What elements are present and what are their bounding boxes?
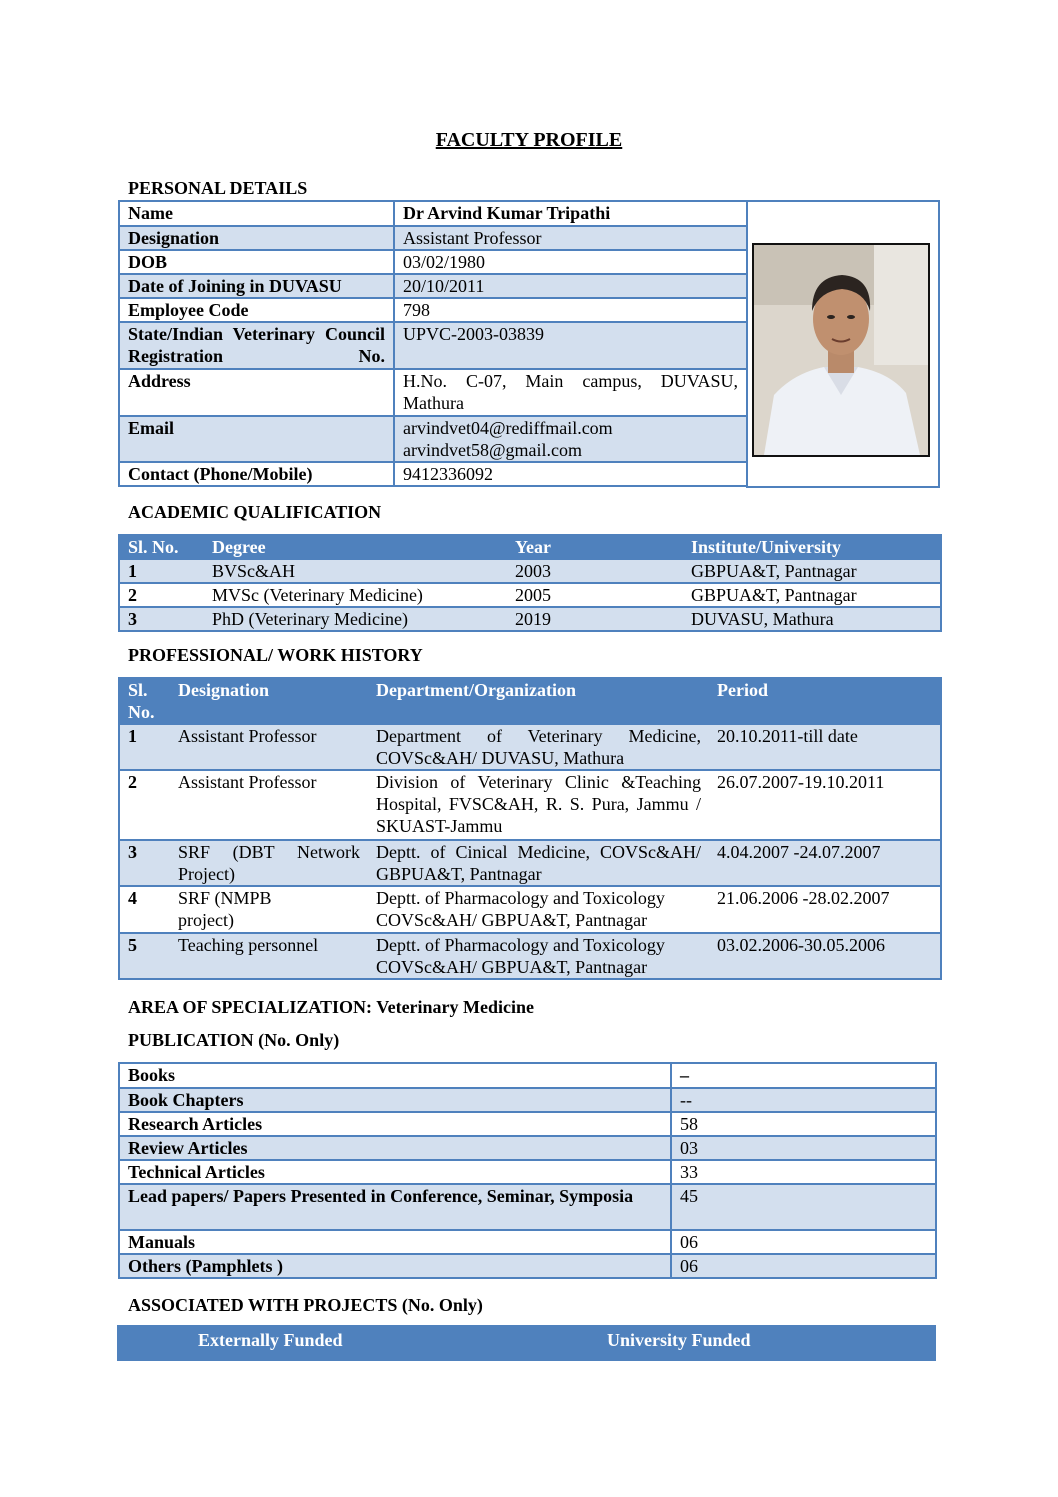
publication-label: Books <box>119 1063 671 1088</box>
work-slno: 1 <box>119 724 170 770</box>
table-row <box>119 226 747 250</box>
work-department <box>368 840 709 886</box>
address-value-text: H.No. C-07, Main campus, DUVASU, Mathura <box>403 371 738 413</box>
work-department: Deptt. of Pharmacology and Toxicology COVSc&AH/ GBPUA&T, Pantnagar <box>368 933 709 979</box>
publication-value: 03 <box>671 1136 936 1160</box>
projects-header-bar <box>117 1325 936 1361</box>
work-period: 26.07.2007-19.10.2011 <box>709 770 941 840</box>
email-secondary[interactable]: arvindvet58@gmail.com <box>403 440 583 460</box>
work-slno: 5 <box>119 933 170 979</box>
table-row <box>119 462 747 486</box>
col-header-period: Period <box>709 678 941 724</box>
table-row <box>119 1230 936 1254</box>
publication-label: Others (Pamphlets ) <box>119 1254 671 1278</box>
col-header-external: Externally Funded <box>198 1330 343 1350</box>
email-value <box>394 416 747 462</box>
publication-label: Book Chapters <box>119 1088 671 1112</box>
academic-heading: ACADEMIC QUALIFICATION <box>128 502 382 522</box>
publication-label <box>119 1184 671 1230</box>
work-slno: 3 <box>119 840 170 886</box>
table-row <box>119 1160 936 1184</box>
academic-slno: 3 <box>119 607 204 631</box>
work-department-text: Division of Veterinary Clinic &Teaching Hospital, FVSC&AH, R. S. Pura, Jammu / SKUAST-Jammu <box>376 772 701 836</box>
work-designation <box>170 840 368 886</box>
table-row <box>119 1184 936 1230</box>
academic-slno: 1 <box>119 559 204 583</box>
academic-institute: GBPUA&T, Pantnagar <box>683 559 941 583</box>
publication-value: 58 <box>671 1112 936 1136</box>
publication-table <box>118 1062 937 1279</box>
table-row <box>119 1136 936 1160</box>
academic-degree: BVSc&AH <box>204 559 507 583</box>
designation-label: Designation <box>119 226 394 250</box>
col-header-year: Year <box>507 535 683 559</box>
joining-date-value: 20/10/2011 <box>394 274 747 298</box>
work-department-text: Department of Veterinary Medicine, COVSc&AH/ DUVASU, Mathura <box>376 726 701 768</box>
table-row <box>119 607 941 631</box>
work-designation: Assistant Professor <box>170 770 368 840</box>
table-row <box>119 840 941 886</box>
work-period: 21.06.2006 -28.02.2007 <box>709 886 941 933</box>
table-row <box>119 1112 936 1136</box>
table-row <box>119 559 941 583</box>
projects-heading: ASSOCIATED WITH PROJECTS (No. Only) <box>128 1295 483 1315</box>
publication-value: -- <box>671 1088 936 1112</box>
work-designation: Assistant Professor <box>170 724 368 770</box>
publication-value: – <box>671 1063 936 1088</box>
work-department <box>368 724 709 770</box>
dob-label: DOB <box>119 250 394 274</box>
col-header-slno: Sl. No. <box>119 678 170 724</box>
table-row <box>119 1088 936 1112</box>
col-header-slno: Sl. No. <box>119 535 204 559</box>
specialization-label: AREA OF SPECIALIZATION: <box>128 997 373 1017</box>
page-title: FACULTY PROFILE <box>435 129 623 151</box>
publication-label: Research Articles <box>119 1112 671 1136</box>
work-department-text: Deptt. of Cinical Medicine, COVSc&AH/ GBPUA&T, Pantnagar <box>376 842 701 884</box>
academic-institute: GBPUA&T, Pantnagar <box>683 583 941 607</box>
personal-details-table <box>118 200 748 487</box>
academic-table <box>118 534 942 632</box>
table-row <box>119 933 941 979</box>
academic-degree: PhD (Veterinary Medicine) <box>204 607 507 631</box>
work-department: Deptt. of Pharmacology and Toxicology COVSc&AH/ GBPUA&T, Pantnagar <box>368 886 709 933</box>
work-period: 03.02.2006-30.05.2006 <box>709 933 941 979</box>
personal-details-heading: PERSONAL DETAILS <box>128 178 308 198</box>
table-row <box>119 770 941 840</box>
work-slno: 4 <box>119 886 170 933</box>
work-period: 20.10.2011-till date <box>709 724 941 770</box>
table-row <box>119 416 747 462</box>
publication-value: 06 <box>671 1230 936 1254</box>
publication-label: Technical Articles <box>119 1160 671 1184</box>
publication-value: 06 <box>671 1254 936 1278</box>
table-row <box>119 1063 936 1088</box>
table-header-row <box>119 535 941 559</box>
publication-value: 45 <box>671 1184 936 1230</box>
academic-degree: MVSc (Veterinary Medicine) <box>204 583 507 607</box>
registration-label-text: State/Indian Veterinary Council Registration No. <box>128 324 385 366</box>
table-row <box>119 250 747 274</box>
work-designation: Teaching personnel <box>170 933 368 979</box>
employee-code-value: 798 <box>394 298 747 322</box>
address-value <box>394 369 747 416</box>
contact-label: Contact (Phone/Mobile) <box>119 462 394 486</box>
table-row <box>119 886 941 933</box>
table-row <box>119 1254 936 1278</box>
email-label: Email <box>119 416 394 462</box>
academic-institute: DUVASU, Mathura <box>683 607 941 631</box>
table-row <box>119 583 941 607</box>
col-header-university: University Funded <box>607 1330 751 1350</box>
col-header-designation: Designation <box>170 678 368 724</box>
academic-year: 2005 <box>507 583 683 607</box>
table-row <box>119 201 747 226</box>
col-header-department: Department/Organization <box>368 678 709 724</box>
work-history-heading: PROFESSIONAL/ WORK HISTORY <box>128 645 423 665</box>
table-row <box>119 369 747 416</box>
table-row <box>119 724 941 770</box>
publication-value: 33 <box>671 1160 936 1184</box>
registration-label <box>119 322 394 369</box>
academic-slno: 2 <box>119 583 204 607</box>
specialization-line <box>128 997 534 1018</box>
publication-heading: PUBLICATION (No. Only) <box>128 1030 340 1050</box>
specialization-value: Veterinary Medicine <box>376 997 535 1017</box>
col-header-degree: Degree <box>204 535 507 559</box>
work-department <box>368 770 709 840</box>
person-photo-icon <box>752 243 930 457</box>
academic-year: 2019 <box>507 607 683 631</box>
publication-label: Review Articles <box>119 1136 671 1160</box>
joining-date-label: Date of Joining in DUVASU <box>119 274 394 298</box>
dob-value: 03/02/1980 <box>394 250 747 274</box>
contact-value: 9412336092 <box>394 462 747 486</box>
table-row <box>119 274 747 298</box>
publication-label-text: Lead papers/ Papers Presented in Conference, Seminar, Symposia <box>128 1186 634 1206</box>
employee-code-label: Employee Code <box>119 298 394 322</box>
work-period: 4.04.2007 -24.07.2007 <box>709 840 941 886</box>
name-value: Dr Arvind Kumar Tripathi <box>394 201 747 226</box>
table-row <box>119 322 747 369</box>
registration-value: UPVC-2003-03839 <box>394 322 747 369</box>
col-header-institute: Institute/University <box>683 535 941 559</box>
table-row <box>119 298 747 322</box>
work-history-table <box>118 677 942 980</box>
work-designation-text: SRF (DBT Network Project) <box>178 842 360 884</box>
academic-year: 2003 <box>507 559 683 583</box>
table-header-row <box>119 678 941 724</box>
work-designation <box>170 886 368 933</box>
work-designation-text: SRF (NMPB project) <box>178 888 272 930</box>
work-slno: 2 <box>119 770 170 840</box>
publication-label: Manuals <box>119 1230 671 1254</box>
address-label: Address <box>119 369 394 416</box>
name-label: Name <box>119 201 394 226</box>
email-primary[interactable]: arvindvet04@rediffmail.com <box>403 418 613 438</box>
designation-value: Assistant Professor <box>394 226 747 250</box>
